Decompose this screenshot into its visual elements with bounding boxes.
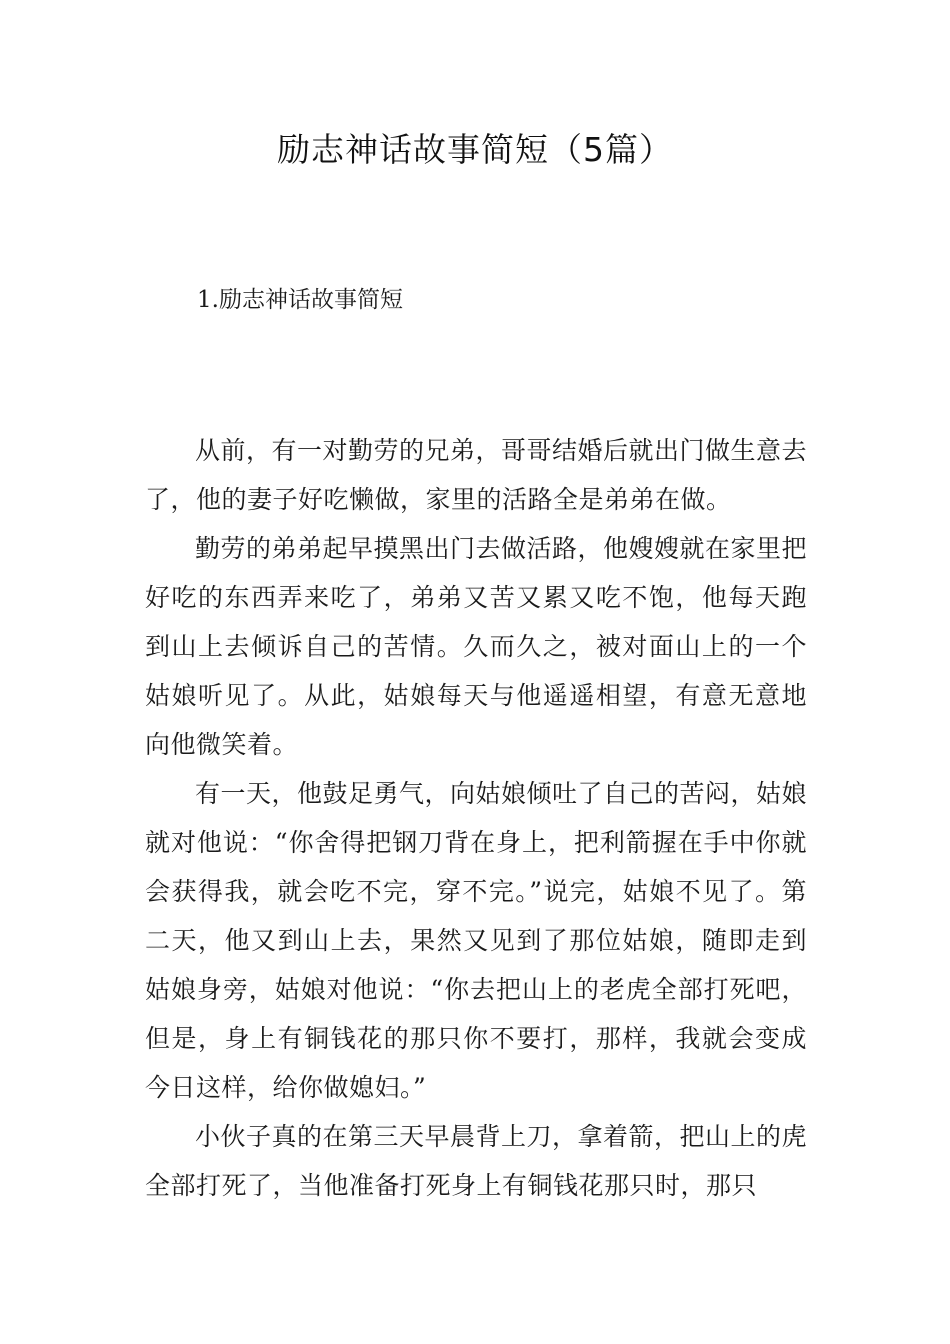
- paragraph-3: 有一天，他鼓足勇气，向姑娘倾吐了自己的苦闷，姑娘就对他说：“你舍得把钢刀背在身上，把利箭握在手中你就会获得我，就会吃不完，穿不完。”说完，姑娘不见了。第二天，他又到山上去，果然又见到了那位姑娘，随即走到姑娘身旁，姑娘对他说：“你去把山上的老虎全部打死吧，但是，身上有铜钱花的那只你不要打，那样，我就会变成今日这样，给你做媳妇。”: [145, 779, 808, 1102]
- body-text: [145, 426, 807, 1210]
- paragraph-1: 从前，有一对勤劳的兄弟，哥哥结婚后就出门做生意去了，他的妻子好吃懒做，家里的活路全是弟弟在做。: [145, 436, 808, 514]
- paragraph-2: 勤劳的弟弟起早摸黑出门去做活路，他嫂嫂就在家里把好吃的东西弄来吃了，弟弟又苦又累又吃不饱，他每天跑到山上去倾诉自己的苦情。久而久之，被对面山上的一个姑娘听见了。从此，姑娘每天与他遥遥相望，有意无意地向他微笑着。: [145, 534, 808, 759]
- section-heading: 1.励志神话故事简短: [197, 287, 403, 313]
- document-title: 励志神话故事简短（5篇）: [277, 130, 673, 169]
- paragraph-4: 小伙子真的在第三天早晨背上刀，拿着箭，把山上的虎全部打死了，当他准备打死身上有铜钱花那只时，那只: [145, 1122, 808, 1200]
